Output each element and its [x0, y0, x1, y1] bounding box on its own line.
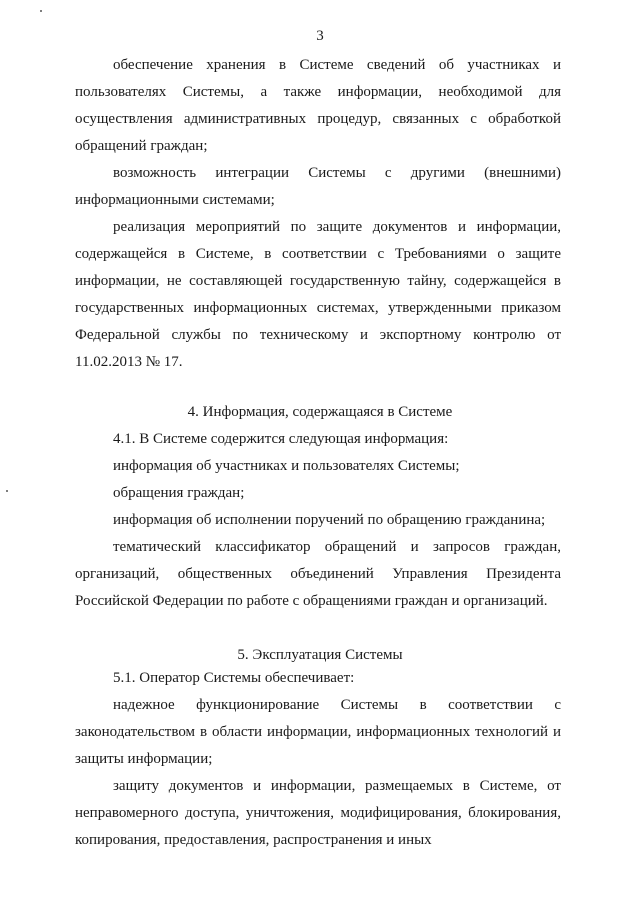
section-4-heading: 4. Информация, содержащаяся в Системе: [187, 404, 453, 420]
paragraph: возможность интеграции Системы с другими (внешними) информационными системами;: [75, 165, 561, 208]
paragraph: защиту документов и информации, размещаемых в Системе, от неправомерного доступа, уничтожения, модифицирования, блокирования, копирования, предоставления, распространения и иных: [75, 778, 561, 848]
paragraph: 5.1. Оператор Системы обеспечивает:: [113, 670, 355, 686]
paragraph: обеспечение хранения в Системе сведений об участниках и пользователях Системы, а также информации, необходимой для осуществления административных процедур, связанных с обработкой обращений граждан;: [75, 57, 561, 154]
intro-list-block: [75, 52, 561, 376]
paragraph: информация об исполнении поручений по обращению гражданина;: [113, 512, 546, 528]
page-number: 3: [316, 28, 324, 44]
scan-speck: [40, 10, 42, 12]
scan-speck: [6, 490, 8, 492]
paragraph: тематический классификатор обращений и запросов граждан, организаций, общественных объединений Управления Президента Российской Федерации по работе с обращениями граждан и организаций.: [75, 539, 561, 609]
paragraph: обращения граждан;: [113, 485, 245, 501]
paragraph: реализация мероприятий по защите документов и информации, содержащейся в Системе, в соответствии с Требованиями о защите информации, не составляющей государственную тайну, содержащейся в государственных информационных системах, утвержденными приказом Федеральной службы по техническому и экспортному контролю от 11.02.2013 № 17.: [75, 219, 561, 370]
section-5-heading: 5. Эксплуатация Системы: [237, 647, 403, 663]
section-5-body: [75, 665, 561, 854]
paragraph: информация об участниках и пользователях Системы;: [113, 458, 460, 474]
paragraph: надежное функционирование Системы в соответствии с законодательством в области информации, информационных технологий и защиты информации;: [75, 697, 561, 767]
paragraph: 4.1. В Системе содержится следующая информация:: [113, 431, 449, 447]
section-4-body: [75, 426, 561, 615]
